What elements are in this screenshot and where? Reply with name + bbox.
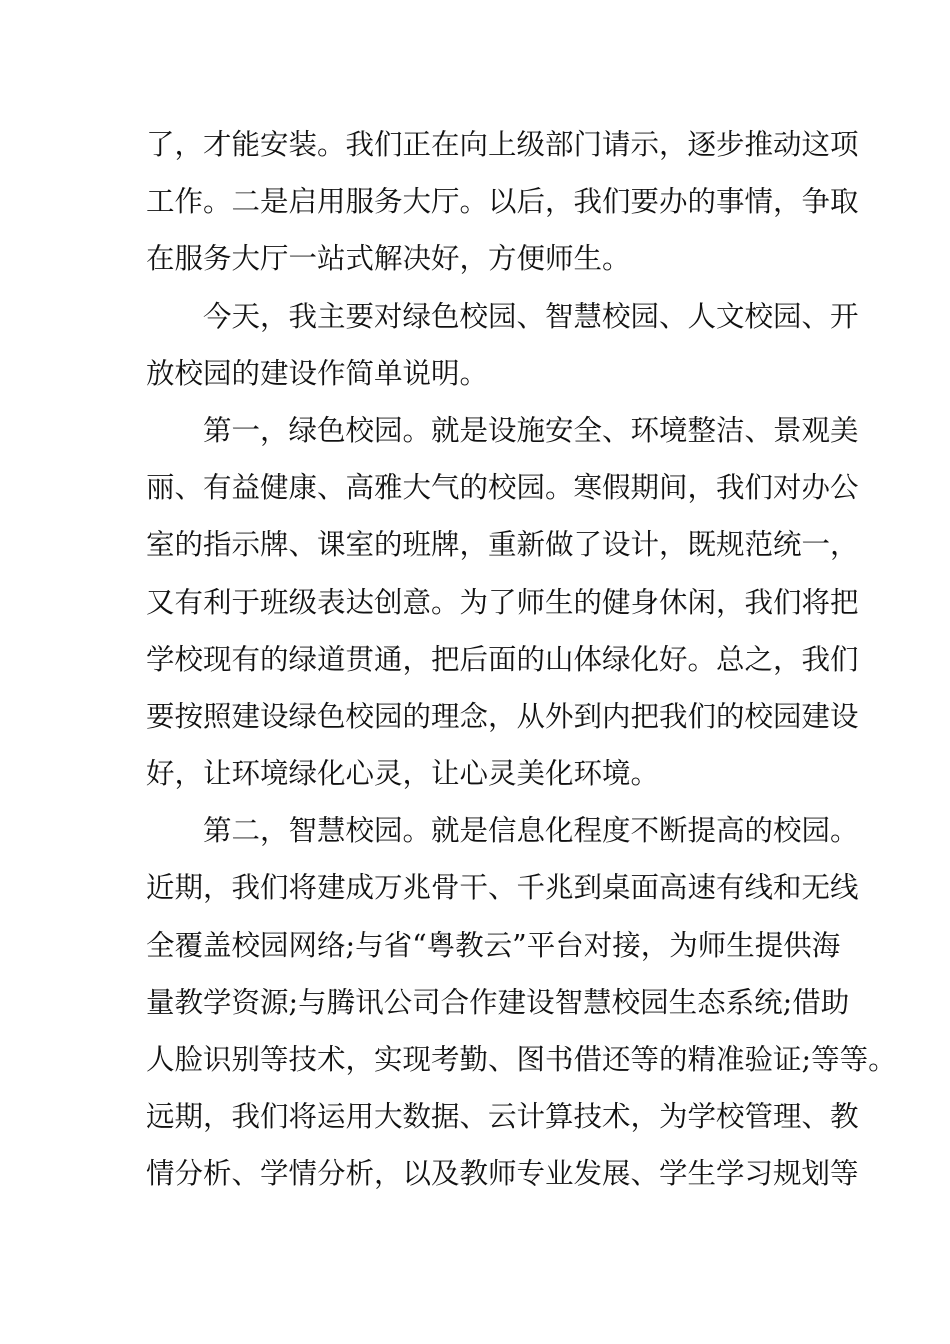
text-line: 工作。二是启用服务大厅。以后，我们要办的事情，争取 <box>146 185 859 219</box>
text-line: 近期，我们将建成万兆骨干、千兆到桌面高速有线和无线 <box>146 871 859 905</box>
text-line: 好，让环境绿化心灵，让心灵美化环境。 <box>146 757 660 791</box>
text-line: 了，才能安装。我们正在向上级部门请示，逐步推动这项 <box>146 128 859 161</box>
text-line: 远期，我们将运用大数据、云计算技术，为学校管理、教 <box>146 1100 859 1134</box>
paragraph-first-line: 今天，我主要对绿色校园、智慧校园、人文校园、开 <box>203 299 859 333</box>
text-line: 丽、有益健康、高雅大气的校园。寒假期间，我们对办公 <box>146 471 859 505</box>
text-line: 要按照建设绿色校园的理念，从外到内把我们的校园建设 <box>146 699 859 733</box>
text-line: 全覆盖校园网络;与省“粤教云”平台对接，为师生提供海 <box>146 928 841 962</box>
body-text <box>146 116 897 1203</box>
paragraph-first-line: 第二，智慧校园。就是信息化程度不断提高的校园。 <box>203 814 859 848</box>
text-line: 量教学资源;与腾讯公司合作建设智慧校园生态系统;借助 <box>146 985 850 1019</box>
text-line: 室的指示牌、课室的班牌，重新做了设计，既规范统一， <box>146 528 859 562</box>
text-line: 在服务大厅一站式解决好，方便师生。 <box>146 242 631 276</box>
text-line: 放校园的建设作简单说明。 <box>146 356 489 390</box>
paragraph-first-line: 第一，绿色校园。就是设施安全、环境整洁、景观美 <box>203 413 859 447</box>
text-line: 人脸识别等技术，实现考勤、图书借还等的精准验证;等等。 <box>146 1043 897 1076</box>
text-line: 又有利于班级表达创意。为了师生的健身休闲，我们将把 <box>146 585 859 619</box>
text-line: 学校现有的绿道贯通，把后面的山体绿化好。总之，我们 <box>146 642 859 676</box>
text-line: 情分析、学情分析，以及教师专业发展、学生学习规划等 <box>146 1157 859 1191</box>
